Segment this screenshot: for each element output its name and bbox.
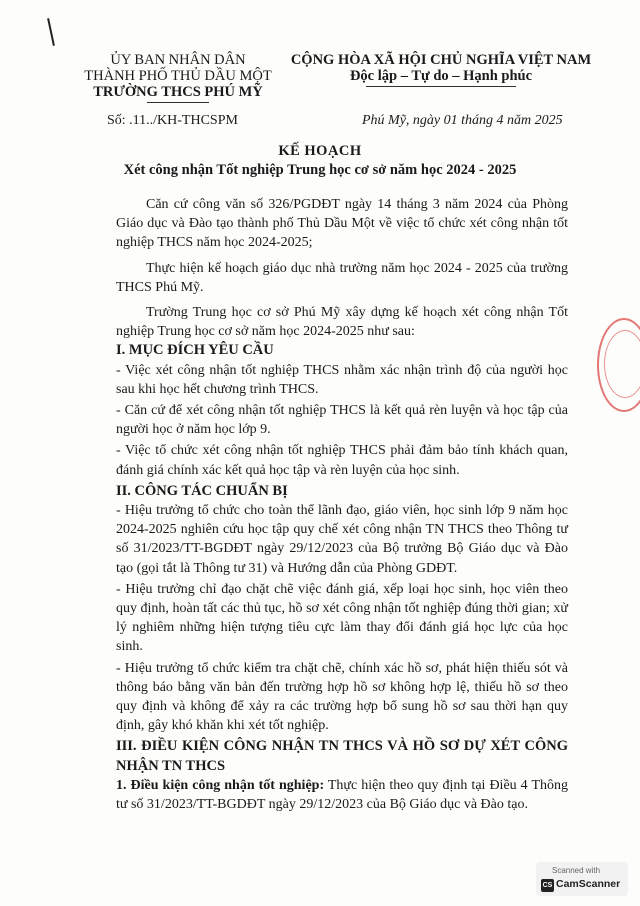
section-3-item [116,776,568,814]
section-1-heading: I. MỤC ĐÍCH YÊU CẦU [116,342,274,359]
section-3-heading: III. ĐIỀU KIỆN CÔNG NHẬN TN THCS VÀ HỒ SƠ DỰ XÉT CÔNG NHẬN TN THCS [116,738,568,774]
red-seal-inner-ring [604,330,640,398]
national-motto: Độc lập – Tự do – Hạnh phúc [349,68,533,84]
section-2-item: - Hiệu trưởng chỉ đạo chặt chẽ việc đánh giá, xếp loại học sinh, học viên theo quy định, hoàn tất các thủ tục, hồ sơ xét công nhận tốt nghiệp đúng thời gian; xử lý nghiêm những hiện tượng tiêu cực làm thay đổi đánh giá học lực của học sinh. [116,581,568,655]
motto-underline [366,86,516,87]
paragraph-intro: Trường Trung học cơ sở Phú Mỹ xây dựng kế hoạch xét công nhận Tốt nghiệp Trung học cơ sở năm học 2024-2025 như sau: [116,305,568,340]
camscanner-logo-icon: CS [541,879,554,892]
paragraph-implementation: Thực hiện kế hoạch giáo dục nhà trường năm học 2024 - 2025 của trường THCS Phú Mỹ. [116,260,568,295]
document-number: Số: .11../KH-THCSPM [107,113,238,128]
issuer-school: TRƯỜNG THCS PHÚ MỸ [93,84,263,100]
issuer-underline [147,102,209,103]
section-2-item: - Hiệu trưởng tổ chức cho toàn thể lãnh đạo, giáo viên, học sinh lớp 9 năm học 2024-2025 nghiên cứu học tập quy chế xét công nhận TN THCS theo Thông tư số 31/2023/TT-BGDĐT ngày 29/12/2023 của Bộ trưởng Bộ Giáo dục và Đào tạo (gọi tắt là Thông tư 31) và Hướng dẫn của Phòng GDĐT. [116,503,568,576]
paragraph-basis: Căn cứ công văn số 326/PGDĐT ngày 14 tháng 3 năm 2024 của Phòng Giáo dục và Đào tạo thành phố Thủ Dầu Một về việc tổ chức xét công nhận tốt nghiệp THCS năm học 2024-2025; [116,197,568,251]
section-1-item: - Căn cứ để xét công nhận tốt nghiệp THCS là kết quả rèn luyện và học tập của người học ở năm học lớp 9. [116,403,568,438]
section-3-item-lead: 1. Điều kiện công nhận tốt nghiệp: [116,777,325,793]
section-1-item: - Việc xét công nhận tốt nghiệp THCS nhằm xác nhận trình độ của người học sau khi học hết chương trình THCS. [116,362,568,397]
pen-mark [47,18,55,46]
national-title: CỘNG HÒA XÃ HỘI CHỦ NGHĨA VIỆT NAM [290,52,592,68]
section-3-item-text: Thực hiện theo quy định tại Điều 4 Thông tư số 31/2023/TT-BGDĐT ngày 29/12/2023 của Bộ Giáo dục và Đào tạo. [116,777,569,813]
section-1-item: - Việc tổ chức xét công nhận tốt nghiệp THCS phải đảm bảo tính khách quan, đánh giá chính xác kết quả học tập và rèn luyện của học sinh. [116,443,568,478]
document-body [116,195,568,816]
issuer-line-1: ỦY BAN NHÂN DÂN [110,52,246,68]
document-date: Phú Mỹ, ngày 01 tháng 4 năm 2025 [362,113,563,128]
section-2-item: - Hiệu trưởng tổ chức kiểm tra chặt chẽ, chính xác hồ sơ, phát hiện thiếu sót và thông báo bằng văn bản đến trường hợp hồ sơ không hợp lệ, thiếu hồ sơ theo quy định và không để xảy ra các trường hợp bổ sung hồ sơ sau thời hạn quy định, gây khó khăn khi xét tốt nghiệp. [116,660,568,734]
section-2-heading: II. CÔNG TÁC CHUẨN BỊ [116,482,288,499]
national-header [283,52,599,87]
document-title: KẾ HOẠCH [278,143,362,159]
document-subtitle: Xét công nhận Tốt nghiệp Trung học cơ sở năm học 2024 - 2025 [123,162,517,178]
issuer-line-2: THÀNH PHỐ THỦ DẦU MỘT [84,68,272,84]
watermark-caption: Scanned with [552,866,601,875]
watermark-brand: CamScanner [556,878,621,890]
camscanner-watermark [536,862,628,896]
issuer-block [78,52,278,103]
